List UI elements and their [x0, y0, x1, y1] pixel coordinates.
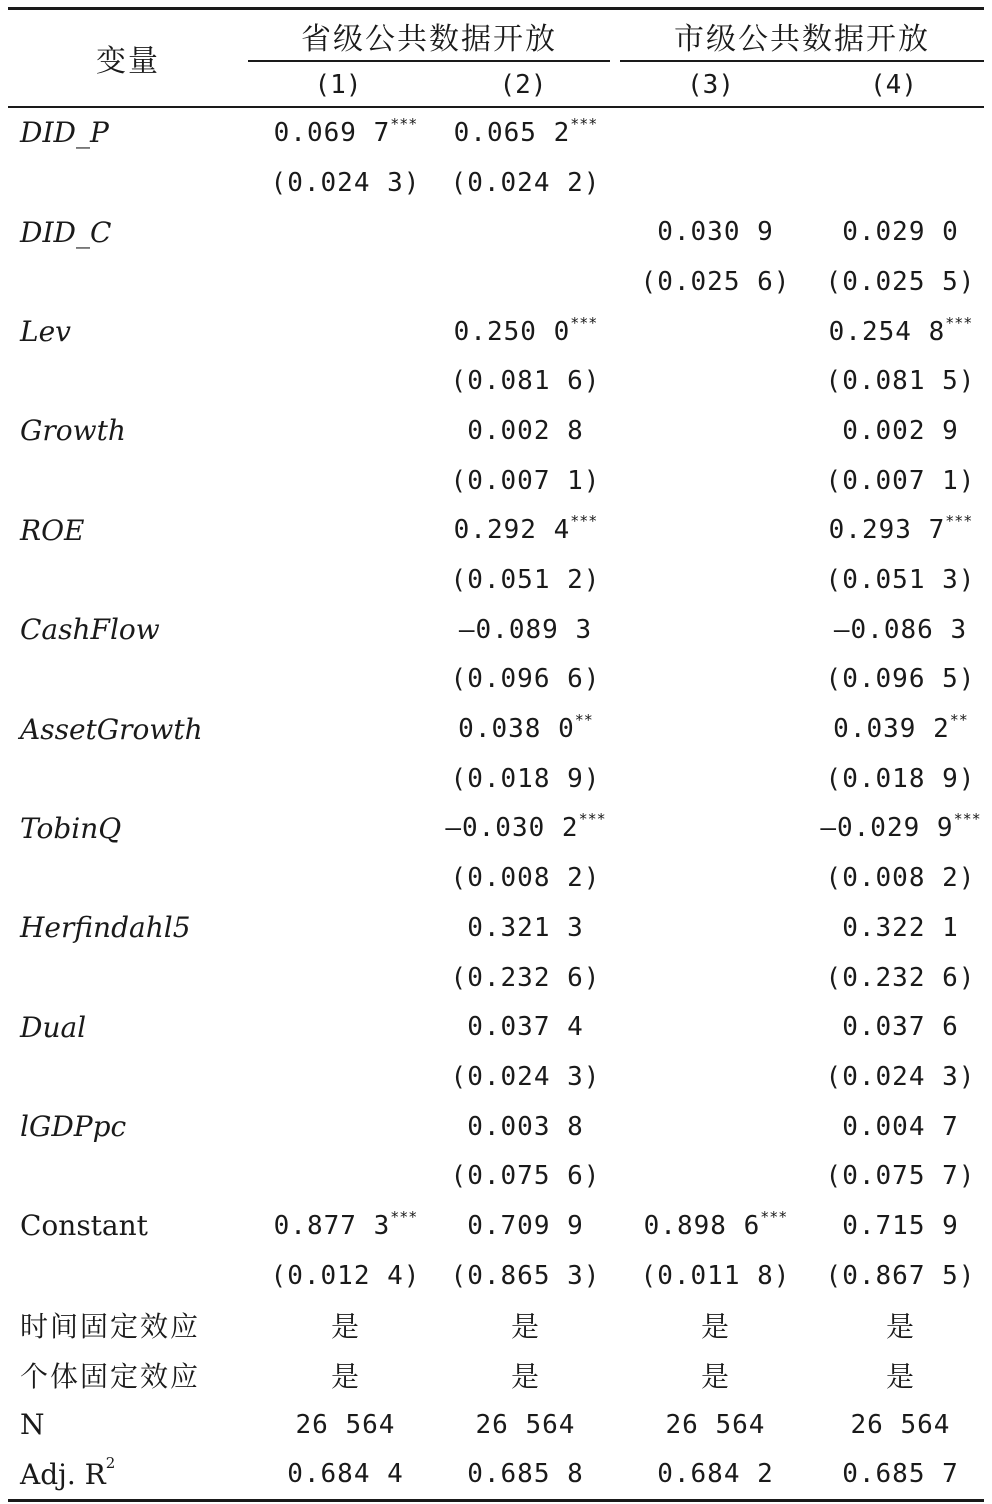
- cell-value: 26 564: [295, 1409, 396, 1440]
- table-row: [8, 108, 984, 158]
- table-row: [8, 506, 984, 556]
- cell-col-4: [803, 1012, 992, 1042]
- cell-col-4: [803, 711, 992, 745]
- cell-col-3: [618, 217, 813, 247]
- table-row: [8, 207, 984, 257]
- row-label-text: Constant: [20, 1209, 148, 1243]
- cell-value: 0.293 7: [828, 515, 946, 546]
- table-row: [8, 555, 984, 605]
- row-label: [20, 514, 84, 547]
- cell-col-2: [428, 1355, 623, 1395]
- row-label-text: Adj. R: [20, 1457, 106, 1491]
- row-label: [20, 1011, 86, 1044]
- row-label: [20, 1355, 200, 1395]
- cell-value: —0.030 2: [445, 813, 579, 844]
- cell-col-2: [428, 114, 623, 148]
- cell-col-4: [803, 1355, 992, 1395]
- cell-col-2: [428, 313, 623, 347]
- column-number-4: (4): [870, 70, 917, 100]
- cell-value: 0.684 4: [287, 1459, 404, 1490]
- cell-col-1: [248, 114, 443, 148]
- cell-value: 0.002 9: [842, 415, 959, 446]
- cell-col-2: [428, 863, 623, 893]
- cell-value: 0.069 7: [273, 117, 391, 148]
- cell-col-3: [618, 1410, 813, 1440]
- row-label-text: 时间固定效应: [20, 1310, 201, 1344]
- cell-value: 26 564: [475, 1409, 576, 1440]
- cell-value: 0.002 8: [467, 415, 584, 446]
- cell-value: (0.007 1): [825, 465, 976, 496]
- row-label: [20, 812, 121, 845]
- table-row: [8, 1201, 984, 1251]
- cell-value: 是: [700, 1310, 730, 1344]
- cell-value: 0.254 8: [828, 316, 946, 347]
- row-label: [20, 216, 111, 249]
- cell-value: 是: [510, 1360, 540, 1394]
- row-label-text: CashFlow: [20, 613, 160, 647]
- cell-value: (0.024 3): [270, 167, 421, 198]
- cell-value: (0.024 3): [825, 1061, 976, 1092]
- cell-value: 26 564: [665, 1409, 766, 1440]
- significance-stars: ***: [945, 313, 973, 332]
- cell-col-2: [428, 1112, 623, 1142]
- table-row: [8, 903, 984, 953]
- cell-col-2: [428, 810, 623, 844]
- table-row: [8, 655, 984, 705]
- cell-value: (0.867 5): [825, 1260, 976, 1291]
- row-label: [20, 1305, 200, 1345]
- table-row: [8, 1400, 984, 1450]
- cell-value: (0.011 8): [640, 1260, 791, 1291]
- cell-col-2: [428, 466, 623, 496]
- row-label: [20, 116, 109, 149]
- cell-value: 0.877 3: [273, 1210, 391, 1241]
- row-label-text: AssetGrowth: [20, 712, 203, 746]
- cell-value: 0.709 9: [467, 1210, 584, 1241]
- cell-col-4: [803, 1261, 992, 1291]
- cell-value: 0.003 8: [467, 1111, 584, 1142]
- row-label-text: DID_C: [20, 215, 112, 249]
- cell-value: 0.037 6: [842, 1012, 959, 1043]
- cell-col-4: [803, 565, 992, 595]
- cell-value: 是: [330, 1310, 360, 1344]
- table-row: [8, 158, 984, 208]
- cell-value: 0.029 0: [842, 217, 959, 248]
- cell-value: (0.865 3): [450, 1260, 601, 1291]
- cell-value: 是: [700, 1360, 730, 1394]
- cell-col-4: [803, 1062, 992, 1092]
- cell-value: 是: [330, 1360, 360, 1394]
- significance-stars: ***: [390, 114, 418, 133]
- cell-col-2: [428, 512, 623, 546]
- row-label: [20, 1110, 126, 1143]
- cell-value: 0.684 2: [657, 1459, 774, 1490]
- cell-col-2: [428, 764, 623, 794]
- cell-value: (0.232 6): [825, 962, 976, 993]
- cell-col-3: [618, 1305, 813, 1345]
- cell-col-4: [803, 466, 992, 496]
- cell-col-2: [428, 1062, 623, 1092]
- cell-value: 26 564: [850, 1409, 951, 1440]
- cell-value: 是: [510, 1310, 540, 1344]
- cell-col-3: [618, 1355, 813, 1395]
- cell-col-2: [428, 1261, 623, 1291]
- table-row: [8, 1052, 984, 1102]
- cell-col-4: [803, 863, 992, 893]
- cell-value: (0.075 6): [450, 1161, 601, 1192]
- significance-stars: ***: [570, 313, 598, 332]
- row-label-text: Lev: [20, 315, 71, 349]
- cell-col-4: [803, 664, 992, 694]
- cell-value: (0.007 1): [450, 465, 601, 496]
- cell-col-3: [618, 267, 813, 297]
- table-row: [8, 704, 984, 754]
- cell-value: 0.030 9: [657, 217, 774, 248]
- row-label-text: DID_P: [20, 116, 109, 150]
- cell-value: —0.086 3: [833, 614, 968, 645]
- table-row: [8, 456, 984, 506]
- cell-col-1: [248, 168, 443, 198]
- table-row: [8, 1450, 984, 1500]
- cell-value: 0.039 2: [833, 714, 950, 745]
- cell-col-4: [803, 313, 992, 347]
- cell-value: (0.008 2): [450, 863, 601, 894]
- row-label: [20, 911, 191, 944]
- cell-value: (0.008 2): [825, 863, 976, 894]
- table-row: [8, 605, 984, 655]
- row-label: [20, 414, 126, 447]
- significance-stars: ***: [578, 810, 606, 829]
- cell-value: (0.075 7): [825, 1161, 976, 1192]
- cell-value: 0.065 2: [453, 117, 571, 148]
- table-row: [8, 356, 984, 406]
- cell-value: (0.012 4): [270, 1260, 421, 1291]
- row-label-text: N: [20, 1408, 45, 1442]
- cell-col-4: [803, 1305, 992, 1345]
- table-row: [8, 1301, 984, 1351]
- cell-value: 0.322 1: [842, 912, 959, 943]
- significance-stars: **: [574, 711, 593, 730]
- cell-value: 是: [885, 1310, 915, 1344]
- table-body: [8, 108, 984, 1499]
- cell-value: (0.025 5): [825, 266, 976, 297]
- cell-col-2: [428, 615, 623, 645]
- cell-col-2: [428, 168, 623, 198]
- cell-value: 0.898 6: [643, 1210, 761, 1241]
- cell-col-2: [428, 1459, 623, 1489]
- cell-value: (0.096 5): [825, 664, 976, 695]
- row-label-text: TobinQ: [20, 811, 122, 845]
- cell-value: (0.051 3): [825, 565, 976, 596]
- row-label-text: Dual: [20, 1010, 87, 1044]
- cell-value: (0.081 5): [825, 366, 976, 397]
- cell-value: 0.004 7: [842, 1111, 959, 1142]
- cell-value: 0.715 9: [842, 1210, 959, 1241]
- significance-stars: ***: [570, 114, 598, 133]
- cell-value: (0.018 9): [825, 763, 976, 794]
- cell-col-4: [803, 512, 992, 546]
- table-row: [8, 754, 984, 804]
- row-label-text: 个体固定效应: [20, 1360, 201, 1394]
- cell-col-4: [803, 615, 992, 645]
- column-number-3: (3): [687, 70, 734, 100]
- table-row: [8, 406, 984, 456]
- row-label-text: Growth: [20, 414, 126, 448]
- significance-stars: ***: [570, 512, 598, 531]
- table-row: [8, 1002, 984, 1052]
- variable-column-header: 变量: [96, 44, 160, 79]
- cell-value: (0.024 3): [450, 1061, 601, 1092]
- table-row: [8, 307, 984, 357]
- cell-value: 0.685 8: [467, 1459, 584, 1490]
- row-label-text: Herfindahl5: [20, 911, 191, 945]
- cell-col-4: [803, 416, 992, 446]
- cell-value: —0.029 9: [820, 813, 954, 844]
- row-label: [20, 1209, 148, 1242]
- cell-col-4: [803, 1211, 992, 1241]
- cell-col-2: [428, 1305, 623, 1345]
- cell-value: 0.038 0: [458, 714, 575, 745]
- cell-col-1: [248, 1410, 443, 1440]
- row-label: [20, 315, 71, 348]
- cell-value: 是: [885, 1360, 915, 1394]
- table-row: [8, 1151, 984, 1201]
- cell-col-2: [428, 1211, 623, 1241]
- cell-value: (0.024 2): [450, 167, 601, 198]
- city-group-rule: [620, 60, 984, 62]
- cell-col-2: [428, 416, 623, 446]
- cell-value: (0.096 6): [450, 664, 601, 695]
- significance-stars: ***: [760, 1207, 788, 1226]
- table-row: [8, 1102, 984, 1152]
- cell-col-3: [618, 1261, 813, 1291]
- cell-col-2: [428, 913, 623, 943]
- cell-col-4: [803, 267, 992, 297]
- cell-col-4: [803, 1459, 992, 1489]
- bottom-rule: [8, 1499, 984, 1502]
- table-row: [8, 1251, 984, 1301]
- cell-value: (0.081 6): [450, 366, 601, 397]
- cell-value: (0.025 6): [640, 266, 791, 297]
- row-label: [20, 713, 203, 746]
- table-row: [8, 804, 984, 854]
- cell-col-4: [803, 1112, 992, 1142]
- table-header: [8, 10, 984, 106]
- table-row: [8, 953, 984, 1003]
- cell-col-2: [428, 1012, 623, 1042]
- row-label-superscript: 2: [105, 1453, 116, 1472]
- cell-col-2: [428, 664, 623, 694]
- cell-col-2: [428, 711, 623, 745]
- cell-value: 0.250 0: [453, 316, 571, 347]
- province-group-header: 省级公共数据开放: [301, 22, 557, 57]
- row-label: [20, 1453, 116, 1491]
- significance-stars: ***: [390, 1207, 418, 1226]
- significance-stars: **: [949, 711, 968, 730]
- city-group-header: 市级公共数据开放: [674, 22, 930, 57]
- cell-value: (0.018 9): [450, 763, 601, 794]
- cell-col-2: [428, 1410, 623, 1440]
- cell-col-4: [803, 1410, 992, 1440]
- cell-col-4: [803, 913, 992, 943]
- significance-stars: ***: [945, 512, 973, 531]
- cell-col-4: [803, 217, 992, 247]
- significance-stars: ***: [953, 810, 981, 829]
- cell-col-4: [803, 810, 992, 844]
- cell-col-1: [248, 1459, 443, 1489]
- cell-value: 0.292 4: [453, 515, 571, 546]
- cell-col-4: [803, 366, 992, 396]
- column-number-2: (2): [499, 70, 547, 100]
- row-label-text: lGDPpc: [20, 1110, 127, 1144]
- province-group-rule: [248, 60, 610, 62]
- cell-value: —0.089 3: [458, 614, 593, 645]
- cell-col-2: [428, 1161, 623, 1191]
- row-label-text: ROE: [20, 513, 85, 547]
- cell-col-4: [803, 764, 992, 794]
- cell-col-2: [428, 565, 623, 595]
- cell-col-1: [248, 1305, 443, 1345]
- row-label: [20, 1408, 45, 1441]
- cell-col-3: [618, 1207, 813, 1241]
- table-row: [8, 257, 984, 307]
- cell-col-2: [428, 366, 623, 396]
- cell-value: 0.685 7: [842, 1459, 959, 1490]
- cell-value: 0.037 4: [467, 1012, 584, 1043]
- cell-col-2: [428, 963, 623, 993]
- table-row: [8, 1350, 984, 1400]
- column-number-1: (1): [314, 70, 362, 100]
- cell-col-3: [618, 1459, 813, 1489]
- regression-table: [8, 7, 984, 1502]
- cell-value: (0.232 6): [450, 962, 601, 993]
- table-row: [8, 853, 984, 903]
- row-label: [20, 613, 160, 646]
- cell-col-1: [248, 1207, 443, 1241]
- cell-value: (0.051 2): [450, 565, 601, 596]
- cell-col-1: [248, 1261, 443, 1291]
- cell-col-4: [803, 1161, 992, 1191]
- cell-value: 0.321 3: [467, 912, 584, 943]
- cell-col-1: [248, 1355, 443, 1395]
- cell-col-4: [803, 963, 992, 993]
